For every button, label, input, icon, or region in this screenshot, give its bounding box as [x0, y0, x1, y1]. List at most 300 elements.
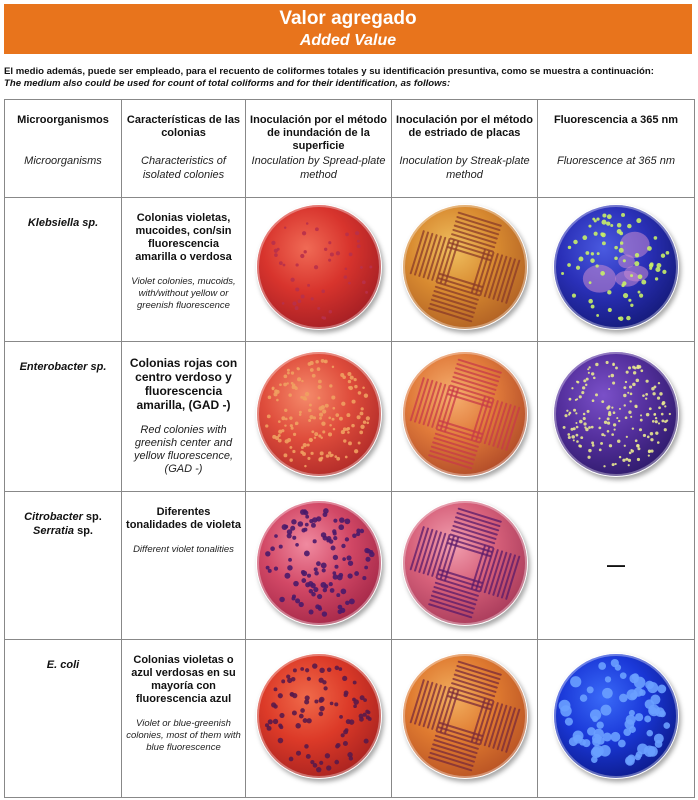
- colony-dot: [647, 246, 652, 251]
- petri-dish-streak-image: [402, 351, 528, 477]
- organism-genus: Serratia: [33, 525, 75, 537]
- colony-dot: [650, 438, 653, 441]
- colony-dot: [655, 267, 660, 272]
- colony-dot: [579, 420, 583, 424]
- colony-dot: [277, 738, 283, 744]
- colony-dot: [360, 407, 363, 410]
- colony-dot: [629, 400, 631, 402]
- colony-dot: [328, 451, 331, 454]
- organism-name: Enterobacter sp.: [5, 342, 122, 492]
- colony-dot: [319, 417, 322, 420]
- colony-dot: [284, 418, 287, 421]
- colony-dot: [283, 383, 287, 387]
- colony-dot: [320, 405, 324, 409]
- colony-dot: [348, 598, 354, 604]
- table-header-row: [5, 100, 695, 198]
- colony-dot: [345, 233, 349, 237]
- colony-dot: [348, 282, 351, 285]
- description-es: Colonias violetas, mucoides, con/sin fluorescencia amarilla o verdosa: [135, 212, 232, 263]
- colony-dot: [661, 254, 665, 258]
- colony-dot: [628, 299, 631, 302]
- colony-dot: [283, 374, 287, 378]
- colony-dot: [354, 385, 357, 388]
- colony-dot: [342, 557, 346, 561]
- colony-dot: [266, 415, 270, 419]
- colony-dot: [591, 372, 594, 375]
- colony-dot: [608, 308, 612, 312]
- colony-dot: [316, 367, 320, 371]
- description-en: Violet colonies, mucoids, with/without yellow or greenish fluorescence: [131, 276, 236, 311]
- colony-dot: [343, 275, 347, 279]
- colony-dot: [307, 457, 310, 460]
- colony-dot: [359, 412, 363, 416]
- colony-dot: [308, 589, 312, 593]
- colony-dot: [658, 422, 660, 424]
- colony-dot: [635, 253, 639, 257]
- colony-dot: [340, 589, 346, 595]
- colony-dot: [281, 302, 284, 305]
- colony-dot: [279, 383, 282, 386]
- colony-dot: [640, 369, 643, 372]
- colony-dot: [634, 261, 639, 266]
- column-header-microorganisms: [5, 100, 122, 198]
- colony-dot: [654, 734, 664, 744]
- colony-dot: [271, 388, 274, 391]
- colony-dot: [347, 372, 351, 376]
- colony-dot: [564, 414, 567, 417]
- spread-plate-cell: [246, 492, 392, 640]
- column-header-spread-plate: [246, 100, 392, 198]
- colony-dot: [333, 536, 337, 540]
- colony-dot: [279, 597, 285, 603]
- colony-dot: [612, 463, 615, 466]
- colony-dot: [266, 726, 271, 731]
- colony-dot: [317, 385, 321, 389]
- colony-dot: [288, 558, 292, 562]
- streak-plate-cell: [392, 640, 538, 798]
- colony-dot: [312, 663, 317, 668]
- colony-dot: [608, 388, 610, 390]
- colony-dot: [281, 416, 285, 420]
- colony-dot: [565, 718, 573, 726]
- colony-dot: [646, 730, 653, 737]
- colony-dot: [635, 439, 638, 442]
- colony-dot: [317, 397, 320, 400]
- colony-dot: [626, 715, 636, 725]
- colony-dot: [595, 363, 598, 366]
- colony-dot: [278, 261, 282, 265]
- colony-dot: [639, 294, 643, 298]
- colony-dot: [572, 294, 576, 298]
- colony-dot: [308, 610, 313, 615]
- colony-dot: [344, 456, 347, 459]
- colony-dot: [342, 676, 347, 681]
- intro-text: [4, 66, 696, 90]
- colony-dot: [630, 304, 633, 307]
- colony-dot: [356, 532, 360, 536]
- colony-dot: [279, 725, 283, 729]
- colony-dot: [351, 424, 355, 428]
- fluorescence-cell: [538, 492, 695, 640]
- colony-dot: [362, 387, 365, 390]
- colony-dot: [322, 409, 326, 413]
- petri-dish-graphic: [402, 500, 528, 626]
- colony-dot: [571, 387, 573, 389]
- colony-dot: [326, 765, 331, 770]
- colony-dot: [596, 314, 599, 317]
- colony-dot: [658, 406, 661, 409]
- colony-dot: [365, 557, 370, 562]
- colony-dot: [267, 719, 272, 724]
- colony-dot: [348, 252, 352, 256]
- colony-dot: [635, 713, 643, 721]
- colony-dot: [638, 274, 643, 279]
- colony-dot: [319, 761, 323, 765]
- colony-dot: [271, 241, 275, 245]
- petri-dish-graphic: [402, 653, 528, 779]
- colony-dot: [322, 512, 327, 517]
- colony-dot: [610, 224, 613, 227]
- colony-dot: [664, 405, 666, 407]
- colony-dot: [281, 679, 285, 683]
- table-row: [5, 342, 695, 492]
- description-en: Violet or blue-greenish colonies, most of them with blue fluorescence: [126, 718, 241, 753]
- colony-dot: [634, 677, 646, 689]
- colony-dot: [591, 426, 594, 429]
- colony-dot: [319, 706, 324, 711]
- colony-dot: [338, 524, 344, 530]
- colony-dot: [295, 751, 300, 756]
- colony-dot: [300, 667, 304, 671]
- colony-dot: [305, 515, 309, 519]
- colony-dot: [664, 428, 667, 431]
- column-header-en: Microorganisms: [24, 155, 102, 167]
- petri-dish-graphic: [402, 351, 528, 477]
- colony-dot: [318, 458, 322, 462]
- colony-dot: [645, 681, 654, 690]
- colony-dot: [588, 299, 593, 304]
- colony-dot: [273, 392, 277, 396]
- description-es: Diferentes tonalidades de violeta: [126, 506, 241, 531]
- colony-dot: [324, 753, 329, 758]
- colony-dot: [611, 659, 619, 667]
- colony-dot: [298, 714, 303, 719]
- fluorescence-cell: [538, 198, 695, 342]
- colony-dot: [352, 681, 356, 685]
- colony-dot: [353, 704, 357, 708]
- colony-dot: [348, 719, 353, 724]
- colony-dot: [306, 574, 310, 578]
- colony-dot: [324, 404, 328, 408]
- table-row: [5, 492, 695, 640]
- colony-dot: [649, 407, 652, 410]
- colony-dot: [618, 317, 621, 320]
- column-header-es: Inoculación por el método de estriado de placas: [396, 114, 533, 139]
- colony-dot: [294, 423, 297, 426]
- colony-dot: [614, 257, 618, 261]
- colony-dot: [638, 291, 641, 294]
- colony-dot: [342, 427, 346, 431]
- colony-dot: [340, 373, 344, 377]
- colony-dot: [623, 394, 626, 397]
- colony-dot: [336, 457, 340, 461]
- colony-dot: [611, 374, 615, 378]
- colony-dot: [581, 391, 584, 394]
- colony-dot: [595, 393, 598, 396]
- colony-dot: [570, 676, 581, 687]
- colony-dot: [366, 421, 369, 424]
- colony-dot: [347, 561, 352, 566]
- colony-dot: [281, 524, 287, 530]
- column-header-streak-plate: [392, 100, 538, 198]
- colony-dot: [313, 436, 315, 438]
- colony-dot: [625, 381, 627, 383]
- colony-dot: [333, 519, 337, 523]
- colony-dot: [305, 668, 309, 672]
- colony-dot: [322, 536, 327, 541]
- colony-dot: [575, 422, 577, 424]
- streak-plate-cell: [392, 492, 538, 640]
- column-header-es: Características de las colonias: [126, 114, 241, 139]
- colony-dot: [318, 698, 323, 703]
- colony-dot: [272, 719, 277, 724]
- colony-dot: [365, 715, 369, 719]
- colony-dot: [655, 417, 657, 419]
- organism-genus: Citrobacter: [24, 511, 83, 523]
- colony-dot: [622, 459, 625, 462]
- colony-dot: [306, 443, 309, 446]
- intro-english: The medium also could be used for count of total coliforms and for their identification, as follows:: [4, 78, 451, 89]
- colony-dot: [287, 372, 290, 375]
- colony-dot: [598, 417, 600, 419]
- colony-dot: [302, 452, 306, 456]
- colony-dot: [346, 413, 350, 417]
- colony-dot: [313, 567, 317, 571]
- colony-dot: [640, 414, 642, 416]
- colony-dot: [666, 251, 670, 255]
- colony-dot: [276, 399, 279, 402]
- title-english: Added Value: [299, 32, 397, 49]
- column-header-en: Inoculation by Streak-plate method: [399, 155, 530, 181]
- colony-dot: [617, 439, 620, 442]
- petri-dish-graphic: [553, 351, 679, 477]
- organism-suffix: sp.: [74, 525, 93, 537]
- colony-dot: [657, 441, 660, 444]
- colony-dot: [600, 705, 611, 716]
- colony-dot: [284, 424, 286, 426]
- colony-dot: [626, 371, 629, 374]
- colony-dot: [359, 529, 363, 533]
- spread-plate-cell: [246, 342, 392, 492]
- colony-dot: [295, 287, 299, 291]
- colony-dot: [654, 413, 656, 415]
- colony-dot: [633, 371, 636, 374]
- spread-plate-cell: [246, 198, 392, 342]
- colony-dot: [344, 267, 347, 270]
- colony-dot: [290, 278, 294, 282]
- colony-dot: [631, 450, 634, 453]
- colony-dot: [329, 252, 333, 256]
- colony-dot: [629, 386, 632, 389]
- colony-dot: [561, 272, 564, 275]
- description-es: Colonias violetas o azul verdosas en su mayoría con fluorescencia azul: [131, 654, 236, 705]
- colony-dot: [298, 413, 301, 416]
- colony-dot: [619, 456, 621, 458]
- colony-dot: [628, 459, 631, 462]
- spread-plate-cell: [246, 640, 392, 798]
- colony-dot: [331, 396, 335, 400]
- colony-dot: [287, 438, 291, 442]
- colony-dot: [317, 380, 321, 384]
- colony-dot: [329, 702, 333, 706]
- colony-dot: [627, 392, 629, 394]
- colony-dot: [318, 712, 323, 717]
- colony-dot: [594, 232, 598, 236]
- colony-dot: [570, 428, 573, 431]
- colony-dot: [655, 431, 658, 434]
- colony-dot: [600, 442, 603, 445]
- colony-dot: [623, 293, 628, 298]
- colony-dot: [348, 441, 352, 445]
- colony-dot: [312, 416, 315, 419]
- colony-dot: [356, 244, 360, 248]
- colony-dot: [344, 537, 348, 541]
- colony-dot: [623, 386, 626, 389]
- colony-dot: [329, 588, 334, 593]
- colony-dot: [303, 250, 306, 253]
- colony-dot: [611, 407, 613, 409]
- colony-dot: [630, 393, 633, 396]
- colony-dot: [365, 416, 369, 420]
- colony-dot: [328, 417, 331, 420]
- colony-dot: [335, 413, 339, 417]
- colony-dot: [352, 534, 356, 538]
- colony-dot: [365, 710, 369, 714]
- colony-dot: [284, 573, 290, 579]
- colony-dot: [319, 451, 323, 455]
- colony-dot: [663, 722, 670, 729]
- colony-dot: [341, 544, 345, 548]
- colony-dot: [648, 455, 650, 457]
- colony-dot: [289, 692, 294, 697]
- colony-dot: [277, 420, 280, 423]
- colony-dot: [638, 365, 641, 368]
- colony-dot: [657, 685, 666, 694]
- colony-dot: [292, 433, 295, 436]
- colony-dot: [607, 430, 610, 433]
- colony-dot: [282, 264, 285, 267]
- column-header-en: Characteristics of isolated colonies: [141, 155, 226, 181]
- colony-dot: [277, 693, 282, 698]
- colony-dot: [304, 695, 309, 700]
- colony-dot: [360, 425, 364, 429]
- colony-dot: [567, 263, 571, 267]
- colony-dot: [619, 408, 621, 410]
- colony-dot: [343, 439, 346, 442]
- colony-dot: [354, 571, 359, 576]
- colony-dot: [613, 423, 616, 426]
- colony-dot: [628, 464, 630, 466]
- colony-dot: [566, 410, 568, 412]
- colony-description: [122, 492, 246, 640]
- petri-dish-streak-image: [402, 500, 528, 626]
- colony-dot: [573, 439, 575, 441]
- colony-dot: [322, 680, 326, 684]
- colony-dot: [364, 566, 368, 570]
- colony-dot: [659, 392, 662, 395]
- colony-dot: [592, 444, 595, 447]
- colony-dot: [615, 463, 617, 465]
- colony-dot: [289, 458, 292, 461]
- colony-dot: [357, 442, 360, 445]
- colony-dot: [648, 450, 651, 453]
- colony-dot: [301, 571, 307, 577]
- colony-dot: [608, 405, 611, 408]
- colony-dot: [355, 231, 359, 235]
- colony-dot: [652, 392, 655, 395]
- colony-dot: [579, 257, 584, 262]
- colony-dot: [587, 456, 590, 459]
- colony-dot: [659, 710, 666, 717]
- colony-dot: [645, 699, 655, 709]
- colony-dot: [616, 417, 618, 419]
- colony-dot: [576, 398, 578, 400]
- colony-dot: [317, 594, 322, 599]
- colony-dot: [301, 528, 305, 532]
- colony-dot: [603, 465, 605, 467]
- colony-dot: [619, 694, 628, 703]
- colony-dot: [297, 377, 301, 381]
- colony-dot: [568, 413, 570, 415]
- colony-dot: [582, 386, 585, 389]
- no-fluorescence-dash: —: [607, 555, 625, 575]
- colony-dot: [657, 397, 660, 400]
- colony-dot: [576, 440, 579, 443]
- colony-dot: [278, 545, 282, 549]
- petri-dish-spread-image: [256, 500, 382, 626]
- colony-dot: [607, 417, 610, 420]
- colony-dot: [311, 430, 314, 433]
- colony-dot: [607, 422, 610, 425]
- colony-dot: [292, 668, 296, 672]
- colony-dot: [329, 424, 332, 427]
- colony-dot: [642, 394, 645, 397]
- colony-dot: [325, 454, 329, 458]
- colony-dot: [310, 523, 315, 528]
- colony-dot: [330, 546, 335, 551]
- colony-dot: [315, 227, 319, 231]
- colony-dot: [293, 581, 299, 587]
- colony-dot: [583, 422, 586, 425]
- colony-dot: [587, 686, 594, 693]
- colony-dot: [332, 555, 337, 560]
- colony-dot: [292, 536, 296, 540]
- colony-dot: [661, 413, 664, 416]
- colony-dot: [594, 729, 604, 739]
- petri-dish-graphic: [553, 653, 679, 779]
- fluorescence-cell: [538, 342, 695, 492]
- colony-dot: [321, 421, 325, 425]
- colony-dot: [300, 254, 304, 258]
- colony-dot: [661, 419, 664, 422]
- colony-dot: [618, 740, 626, 748]
- colony-dot: [602, 241, 606, 245]
- colony-dot: [629, 710, 635, 716]
- colony-dot: [304, 744, 309, 749]
- column-header-es: Inoculación por el método de inundación de la superficie: [250, 114, 387, 152]
- colony-dot: [313, 265, 317, 269]
- colony-dot: [652, 420, 655, 423]
